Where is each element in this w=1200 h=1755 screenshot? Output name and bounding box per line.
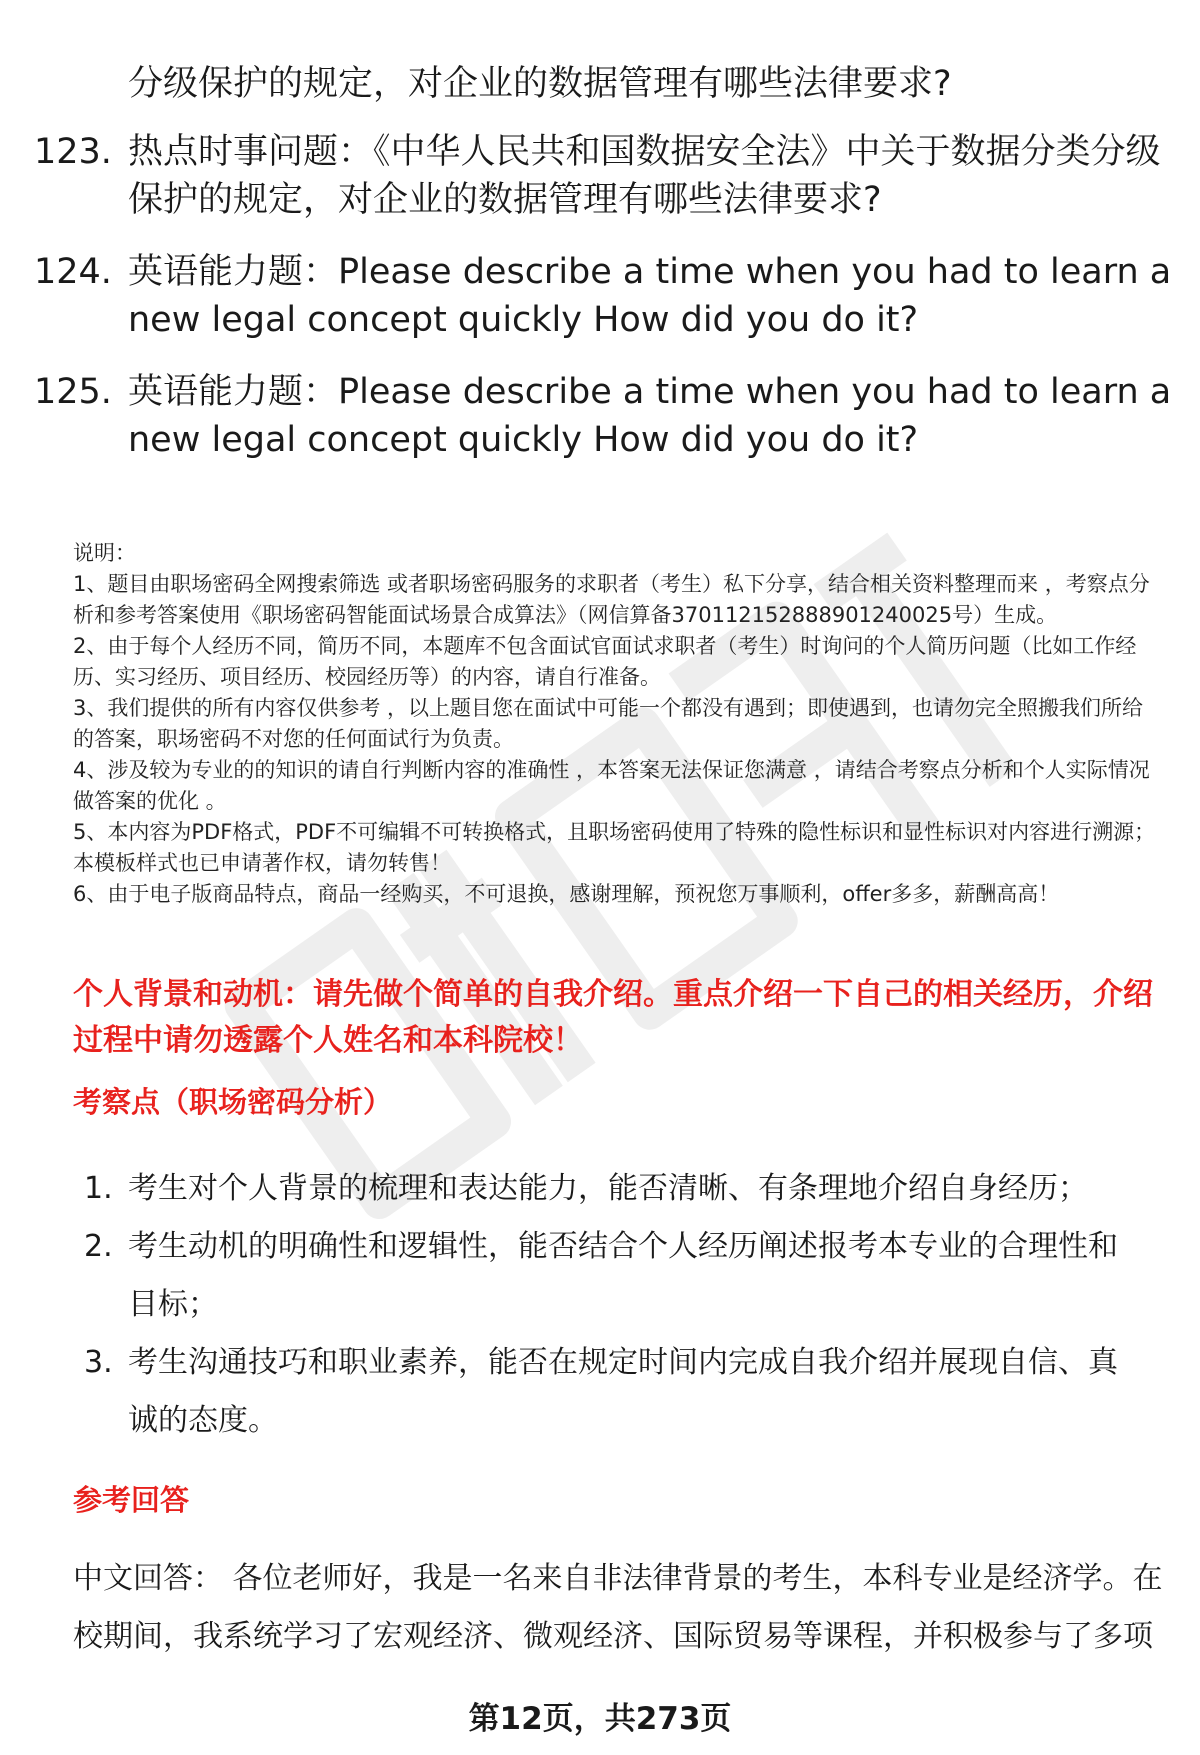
note-line: 3、我们提供的所有内容仅供参考 ，以上题目您在面试中可能一个都没有遇到；即使遇到，也请勿完全照搬我们所给的答案，职场密码不对您的任何面试行为负责。 [73, 696, 1144, 751]
question-text: 英语能力题：Please describe a time when you had to learn a new legal concept quickly How did you do it? [128, 372, 1172, 460]
notes-heading: 说明： [73, 541, 136, 565]
question-number: 125. [34, 372, 112, 412]
point-number: 2. [84, 1229, 113, 1264]
point-text: 考生沟通技巧和职业素养，能否在规定时间内完成自我介绍并展现自信、真诚的态度。 [128, 1345, 1118, 1438]
question-continuation: 分级保护的规定，对企业的数据管理有哪些法律要求? [128, 64, 952, 104]
analysis-point [0, 1160, 1200, 1218]
question-number: 124. [34, 252, 112, 292]
question-text: 英语能力题：Please describe a time when you had to learn a new legal concept quickly How did you do it? [128, 252, 1172, 340]
analysis-points [0, 1160, 1200, 1450]
note-line: 4、涉及较为专业的的知识的请自行判断内容的准确性 ，本答案无法保证您满意 ，请结合考察点分析和个人实际情况做答案的优化 。 [73, 758, 1150, 813]
disclaimer-notes [73, 538, 1163, 910]
question-number: 123. [34, 132, 112, 172]
note-line: 1、题目由职场密码全网搜索筛选 或者职场密码服务的求职者（考生）私下分享，结合相关资料整理而来 ，考察点分析和参考答案使用《职场密码智能面试场景合成算法》（网信算备370112152888901240025号）生成。 [73, 572, 1150, 627]
point-text: 考生对个人背景的梳理和表达能力，能否清晰、有条理地介绍自身经历； [128, 1171, 1088, 1206]
analysis-heading: 考察点（职场密码分析） [73, 1085, 393, 1119]
analysis-point [0, 1334, 1200, 1450]
page-footer: 第12页，共273页 [468, 1701, 732, 1737]
question-text: 热点时事问题：《中华人民共和国数据安全法》中关于数据分类分级保护的规定，对企业的数据管理有哪些法律要求? [128, 132, 1161, 220]
note-line: 5、本内容为PDF格式，PDF不可编辑不可转换格式，且职场密码使用了特殊的隐性标识和显性标识对内容进行溯源；本模板样式也已申请著作权，请勿转售！ [73, 820, 1156, 875]
point-text: 考生动机的明确性和逻辑性，能否结合个人经历阐述报考本专业的合理性和目标； [128, 1229, 1118, 1322]
point-number: 1. [84, 1171, 113, 1206]
note-line: 2、由于每个人经历不同，简历不同，本题库不包含面试官面试求职者（考生）时询问的个人简历问题（比如工作经历、实习经历、项目经历、校园经历等）的内容，请自行准备。 [73, 634, 1137, 689]
note-line: 6、由于电子版商品特点，商品一经购买，不可退换，感谢理解，预祝您万事顺利，offer多多，薪酬高高！ [73, 882, 1060, 906]
reference-heading: 参考回答 [73, 1483, 190, 1517]
current-question-title: 个人背景和动机：请先做个简单的自我介绍。重点介绍一下自己的相关经历，介绍过程中请勿透露个人姓名和本科院校！ [73, 977, 1153, 1058]
analysis-point [0, 1218, 1200, 1334]
point-number: 3. [84, 1345, 113, 1380]
reference-answer-text: 中文回答： 各位老师好，我是一名来自非法律背景的考生，本科专业是经济学。在校期间，我系统学习了宏观经济、微观经济、国际贸易等课程，并积极参与了多项 [73, 1561, 1163, 1654]
